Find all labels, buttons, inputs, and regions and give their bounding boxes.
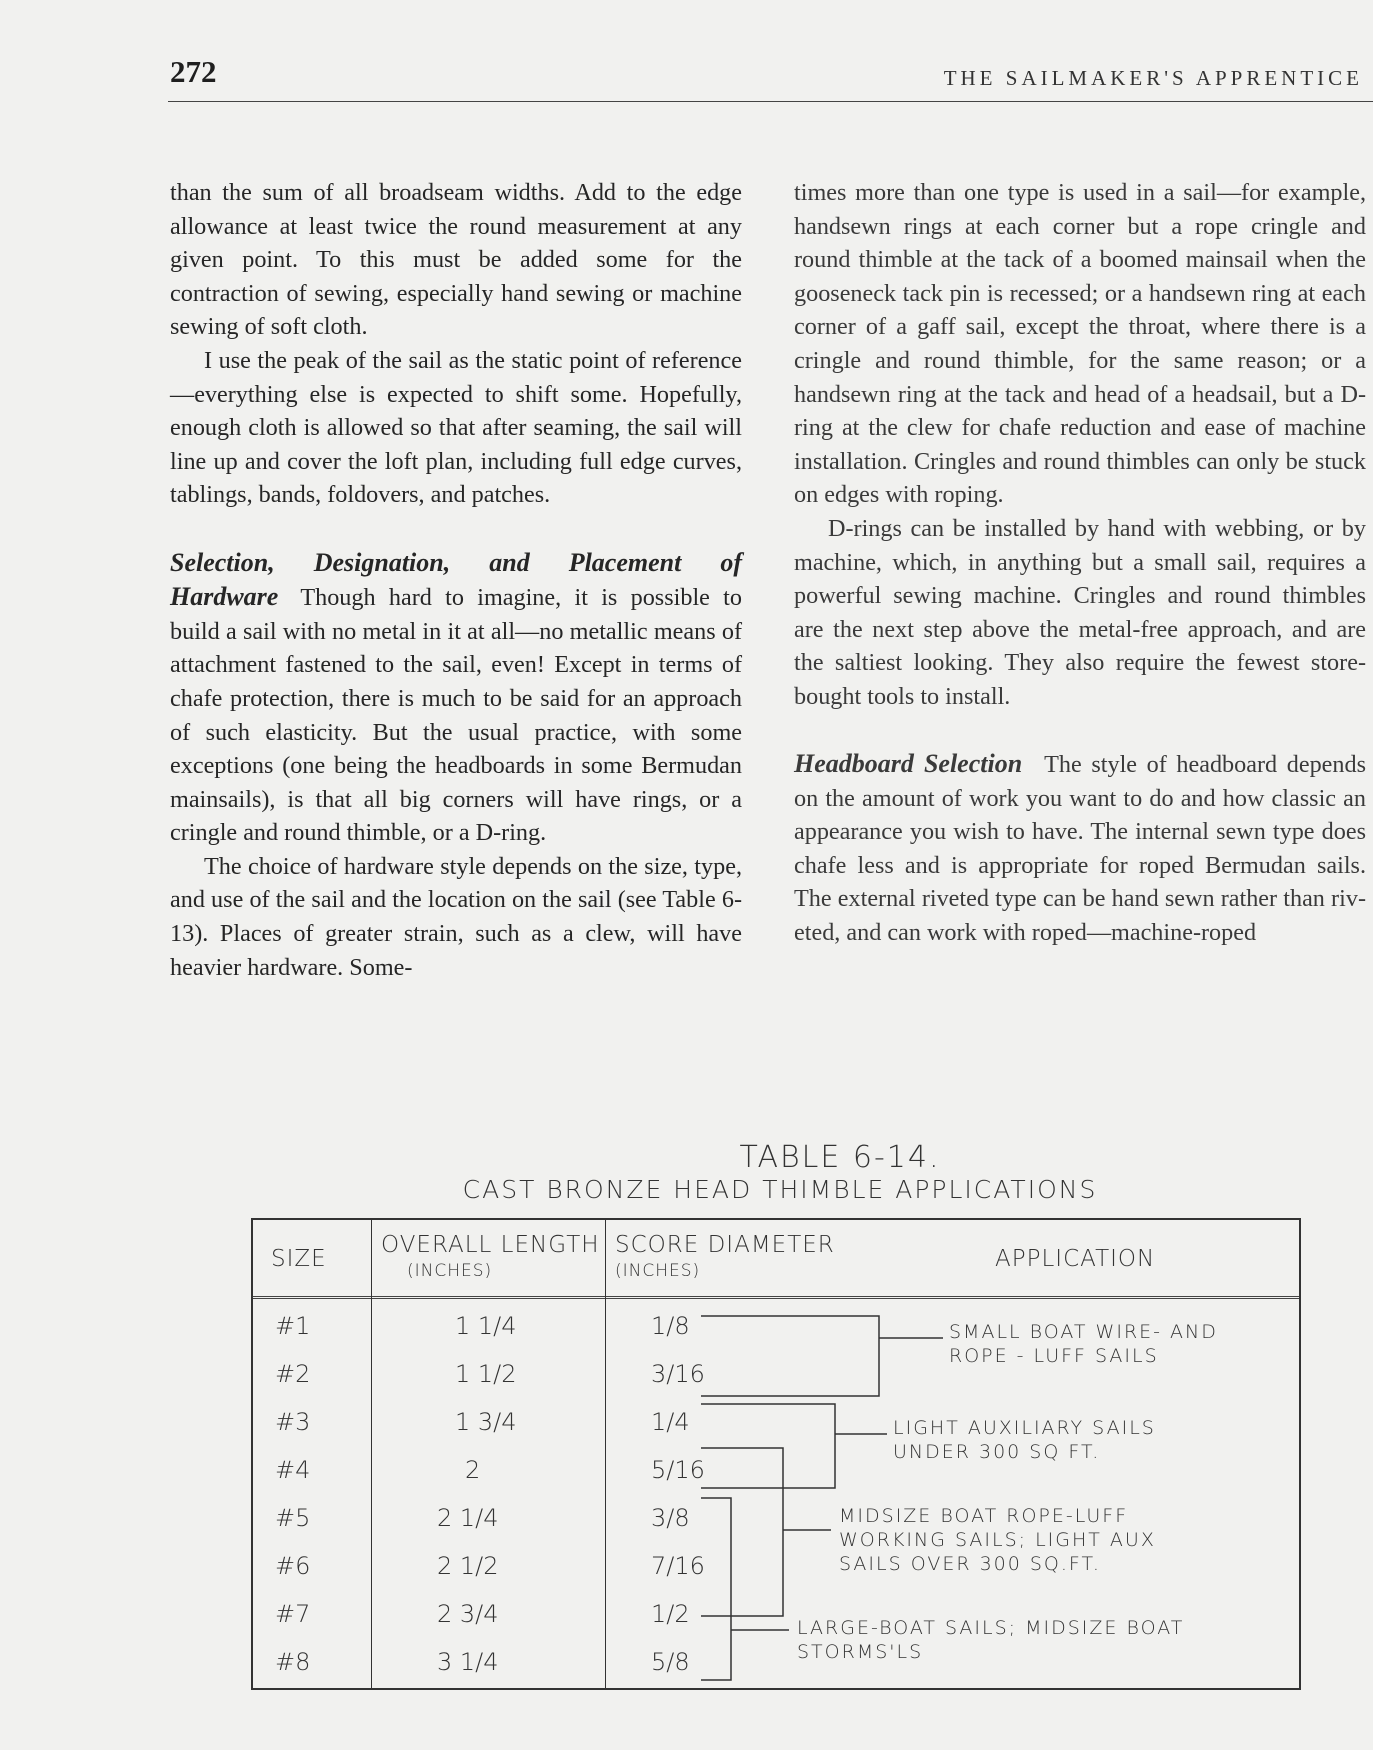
thimble-table (251, 1218, 1301, 1690)
application-line: UNDER 300 SQ FT. (893, 1441, 1101, 1463)
length-cell: 1 3/4 (455, 1408, 517, 1436)
section-heading: Headboard Selection (794, 749, 1023, 779)
application-line: WORKING SAILS; LIGHT AUX (839, 1529, 1156, 1551)
application-line: ROPE - LUFF SAILS (949, 1345, 1159, 1367)
size-cell: #8 (275, 1648, 311, 1676)
application-large-boat (797, 1616, 1184, 1664)
size-cell: #2 (275, 1360, 311, 1388)
table-caption (380, 1142, 1180, 1206)
diameter-cell: 1/8 (651, 1312, 690, 1340)
size-cell: #7 (275, 1600, 311, 1628)
page-number: 272 (170, 54, 217, 89)
size-cell: #6 (275, 1552, 311, 1580)
running-head: THE SAILMAKER'S APPRENTICE (943, 66, 1363, 90)
diameter-cell: 5/8 (651, 1648, 690, 1676)
application-line: STORMS'LS (797, 1641, 924, 1663)
diameter-cell: 5/16 (651, 1456, 705, 1484)
length-cell: 2 1/2 (437, 1552, 499, 1580)
diameter-cell: 3/8 (651, 1504, 690, 1532)
bracket (701, 1316, 879, 1396)
diameter-cell: 3/16 (651, 1360, 705, 1388)
header-application: APPLICATION (995, 1246, 1156, 1272)
size-cell: #4 (275, 1456, 311, 1484)
length-cell: 1 1/2 (455, 1360, 517, 1388)
application-midsize-boat (839, 1504, 1156, 1576)
length-cell: 2 (465, 1456, 481, 1484)
size-cell: #5 (275, 1504, 311, 1532)
paragraph: times more than one type is used in a sail—for example, handsewn rings at each corner but a rope cringle and round thimble at the tack of a boomed mainsail when the gooseneck tack pin is recessed; or a handsewn ring at each corner of a gaff sail, except the throat, where there is a cringle and round thimble, for the same reason; or a handsewn ring at the tack and head of a headsail, but a D-ring at the clew for chafe reduction and ease of machine installation. Cringles and round thimbles can only be stuck on edges with roping. (794, 179, 1366, 509)
section-paragraph (794, 747, 1366, 950)
application-line: SAILS OVER 300 SQ.FT. (839, 1553, 1101, 1575)
table-title: CAST BRONZE HEAD THIMBLE APPLICATIONS (462, 1175, 1098, 1204)
right-column (794, 176, 1366, 950)
bracket (701, 1448, 783, 1616)
application-small-boat (949, 1320, 1218, 1368)
length-cell: 2 3/4 (437, 1600, 499, 1628)
diameter-cell: 1/2 (651, 1600, 690, 1628)
application-light-auxiliary (893, 1416, 1156, 1464)
paragraph: D-rings can be installed by hand with webbing, or by machine, which, in anything but a small sail, requires a powerful sewing machine. Cringles and round thimbles are the next step above the metal-free approach, and are the saltiest looking. They also require the fewest store-bought tools to install. (794, 514, 1366, 710)
header-size: SIZE (271, 1246, 327, 1272)
application-line: LARGE-BOAT SAILS; MIDSIZE BOAT (797, 1617, 1185, 1639)
diameter-cell: 1/4 (651, 1408, 690, 1436)
header-diameter-label: SCORE DIAMETER (615, 1232, 835, 1258)
paragraph: The choice of hardware style depends on the size, type, and use of the sail and the location on the sail (see Table 6-13). Places of greater strain, such as a clew, will have heavier hardware. Some- (170, 852, 742, 981)
header-diameter-unit: (INCHES) (615, 1261, 701, 1281)
size-cell: #1 (275, 1312, 311, 1340)
application-line: SMALL BOAT WIRE- AND (949, 1321, 1218, 1343)
length-cell: 3 1/4 (437, 1648, 499, 1676)
paragraph-text: Though hard to imagine, it is possible to build a sail with no metal in it at all—no metallic means of attachment fastened to the sail, even! Except in terms of chafe protection, there is much to be said for an approach of such elasticity. But the usual practice, with some exceptions (one being the headboards in some Bermudan mainsails), is that all big corners will have rings, or a cringle and round thimble, or a D-ring. (170, 584, 742, 847)
paragraph: than the sum of all broadseam widths. Add to the edge allowance at least twice the round measurement at any given point. To this must be added some for the contraction of sewing, especially hand sewing or machine sewing of soft cloth. (170, 179, 742, 341)
header-rule (168, 101, 1373, 102)
diameter-cell: 7/16 (651, 1552, 705, 1580)
bracket (701, 1498, 731, 1680)
section-paragraph (170, 546, 742, 850)
header-length-unit: (INCHES) (407, 1261, 493, 1281)
header-length-label: OVERALL LENGTH (381, 1232, 600, 1258)
left-column (170, 176, 742, 984)
length-cell: 2 1/4 (437, 1504, 499, 1532)
table-number: TABLE 6-14. (739, 1140, 941, 1175)
application-line: LIGHT AUXILIARY SAILS (893, 1417, 1156, 1439)
bracket (701, 1404, 835, 1488)
paragraph: I use the peak of the sail as the static point of reference—everything else is expected to shift some. Hopefully, enough cloth is allowed so that after seaming, the sail will line up and cover the loft plan, including full edge curves, tablings, bands, foldovers, and patches. (170, 346, 742, 509)
paragraph-text: The style of headboard depends on the amount of work you want to do and how classic an appearance you wish to have. The internal sewn type does chafe less and is appropriate for roped Bermudan sails. The external riveted type can be hand sewn rather than riveted, and can work with roped—machine-roped (794, 751, 1366, 947)
section-heading: Selection, Designation, and Placement of Hardware (170, 547, 742, 612)
length-cell: 1 1/4 (455, 1312, 517, 1340)
application-line: MIDSIZE BOAT ROPE-LUFF (839, 1505, 1129, 1527)
size-cell: #3 (275, 1408, 311, 1436)
